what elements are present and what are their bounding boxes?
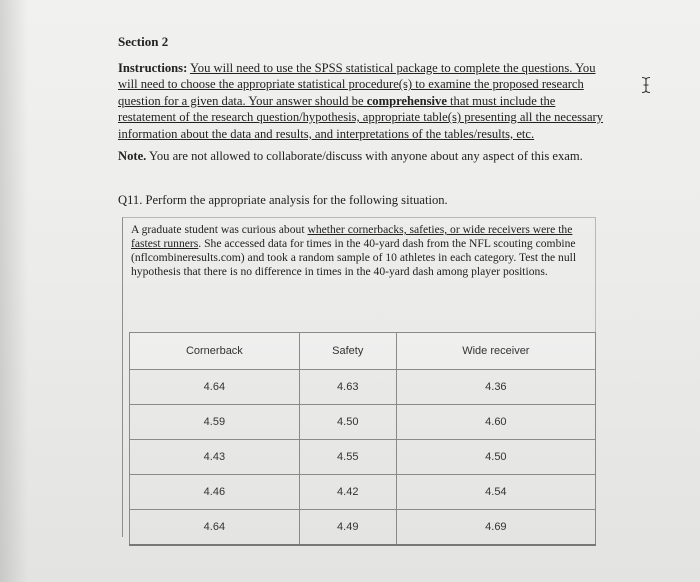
table-cell: 4.69 [396, 510, 595, 546]
table-header-row [130, 333, 596, 370]
table-cell: 4.60 [396, 405, 595, 440]
table-row [130, 370, 596, 405]
scenario-text-2: . She accessed data for times in the 40-yard dash from the NFL scouting combine (nflcombineresults.com) and took a random sample of 10 athletes in each category. Test the null hypothesis that there is no difference in times in the 40-yard dash among player positions. [131, 237, 577, 278]
table-cell: 4.46 [130, 475, 300, 510]
question-title: Q11. Perform the appropriate analysis for the following situation. [118, 193, 448, 207]
header-safety: Safety [299, 333, 396, 370]
note-text: You are not allowed to collaborate/discuss with anyone about any aspect of this exam. [146, 149, 583, 163]
table-row [130, 440, 596, 475]
table-cell: 4.49 [299, 510, 396, 546]
table-row [130, 405, 596, 440]
section-title: Section 2 [118, 34, 169, 49]
table-cell: 4.63 [299, 370, 396, 405]
table-cell: 4.36 [396, 370, 595, 405]
table-cell: 4.50 [396, 440, 595, 475]
scenario-text-1: A graduate student was curious about [131, 223, 308, 236]
instructions-text-1: You will need to use the SPSS statistical package to complete the questions. You will need to choose the appropriate statistical procedure(s) to examine the proposed research question for a given data. Your answer should be [118, 61, 596, 108]
instructions-label: Instructions: [118, 61, 188, 75]
note-paragraph [118, 149, 583, 164]
table-cell: 4.59 [130, 405, 300, 440]
table-cell: 4.50 [299, 405, 396, 440]
scenario-research-question: whether cornerbacks, safeties, or wide receivers were the fastest runners [131, 223, 573, 250]
table-cell: 4.64 [130, 510, 300, 546]
table-row [130, 475, 596, 510]
header-cornerback: Cornerback [130, 333, 300, 370]
table-row [130, 510, 596, 546]
instructions-paragraph [118, 60, 608, 142]
table-cell: 4.42 [299, 475, 396, 510]
data-table [129, 332, 596, 546]
table-cell: 4.43 [130, 440, 300, 475]
note-label: Note. [118, 149, 147, 163]
text-cursor-icon [640, 76, 652, 94]
table-cell: 4.64 [130, 370, 300, 405]
page-shadow [0, 0, 28, 582]
table-cell: 4.55 [299, 440, 396, 475]
scenario-paragraph [131, 223, 589, 279]
header-wide-receiver: Wide receiver [396, 333, 595, 370]
instructions-bold-word: comprehensive [366, 93, 447, 108]
instructions-text-2: that must include the restatement of the research question/hypothesis, appropriate table(s) presenting all the necessary information about the data and results, and interpretations of the tables/results, etc. [118, 93, 604, 141]
table-cell: 4.54 [396, 475, 595, 510]
